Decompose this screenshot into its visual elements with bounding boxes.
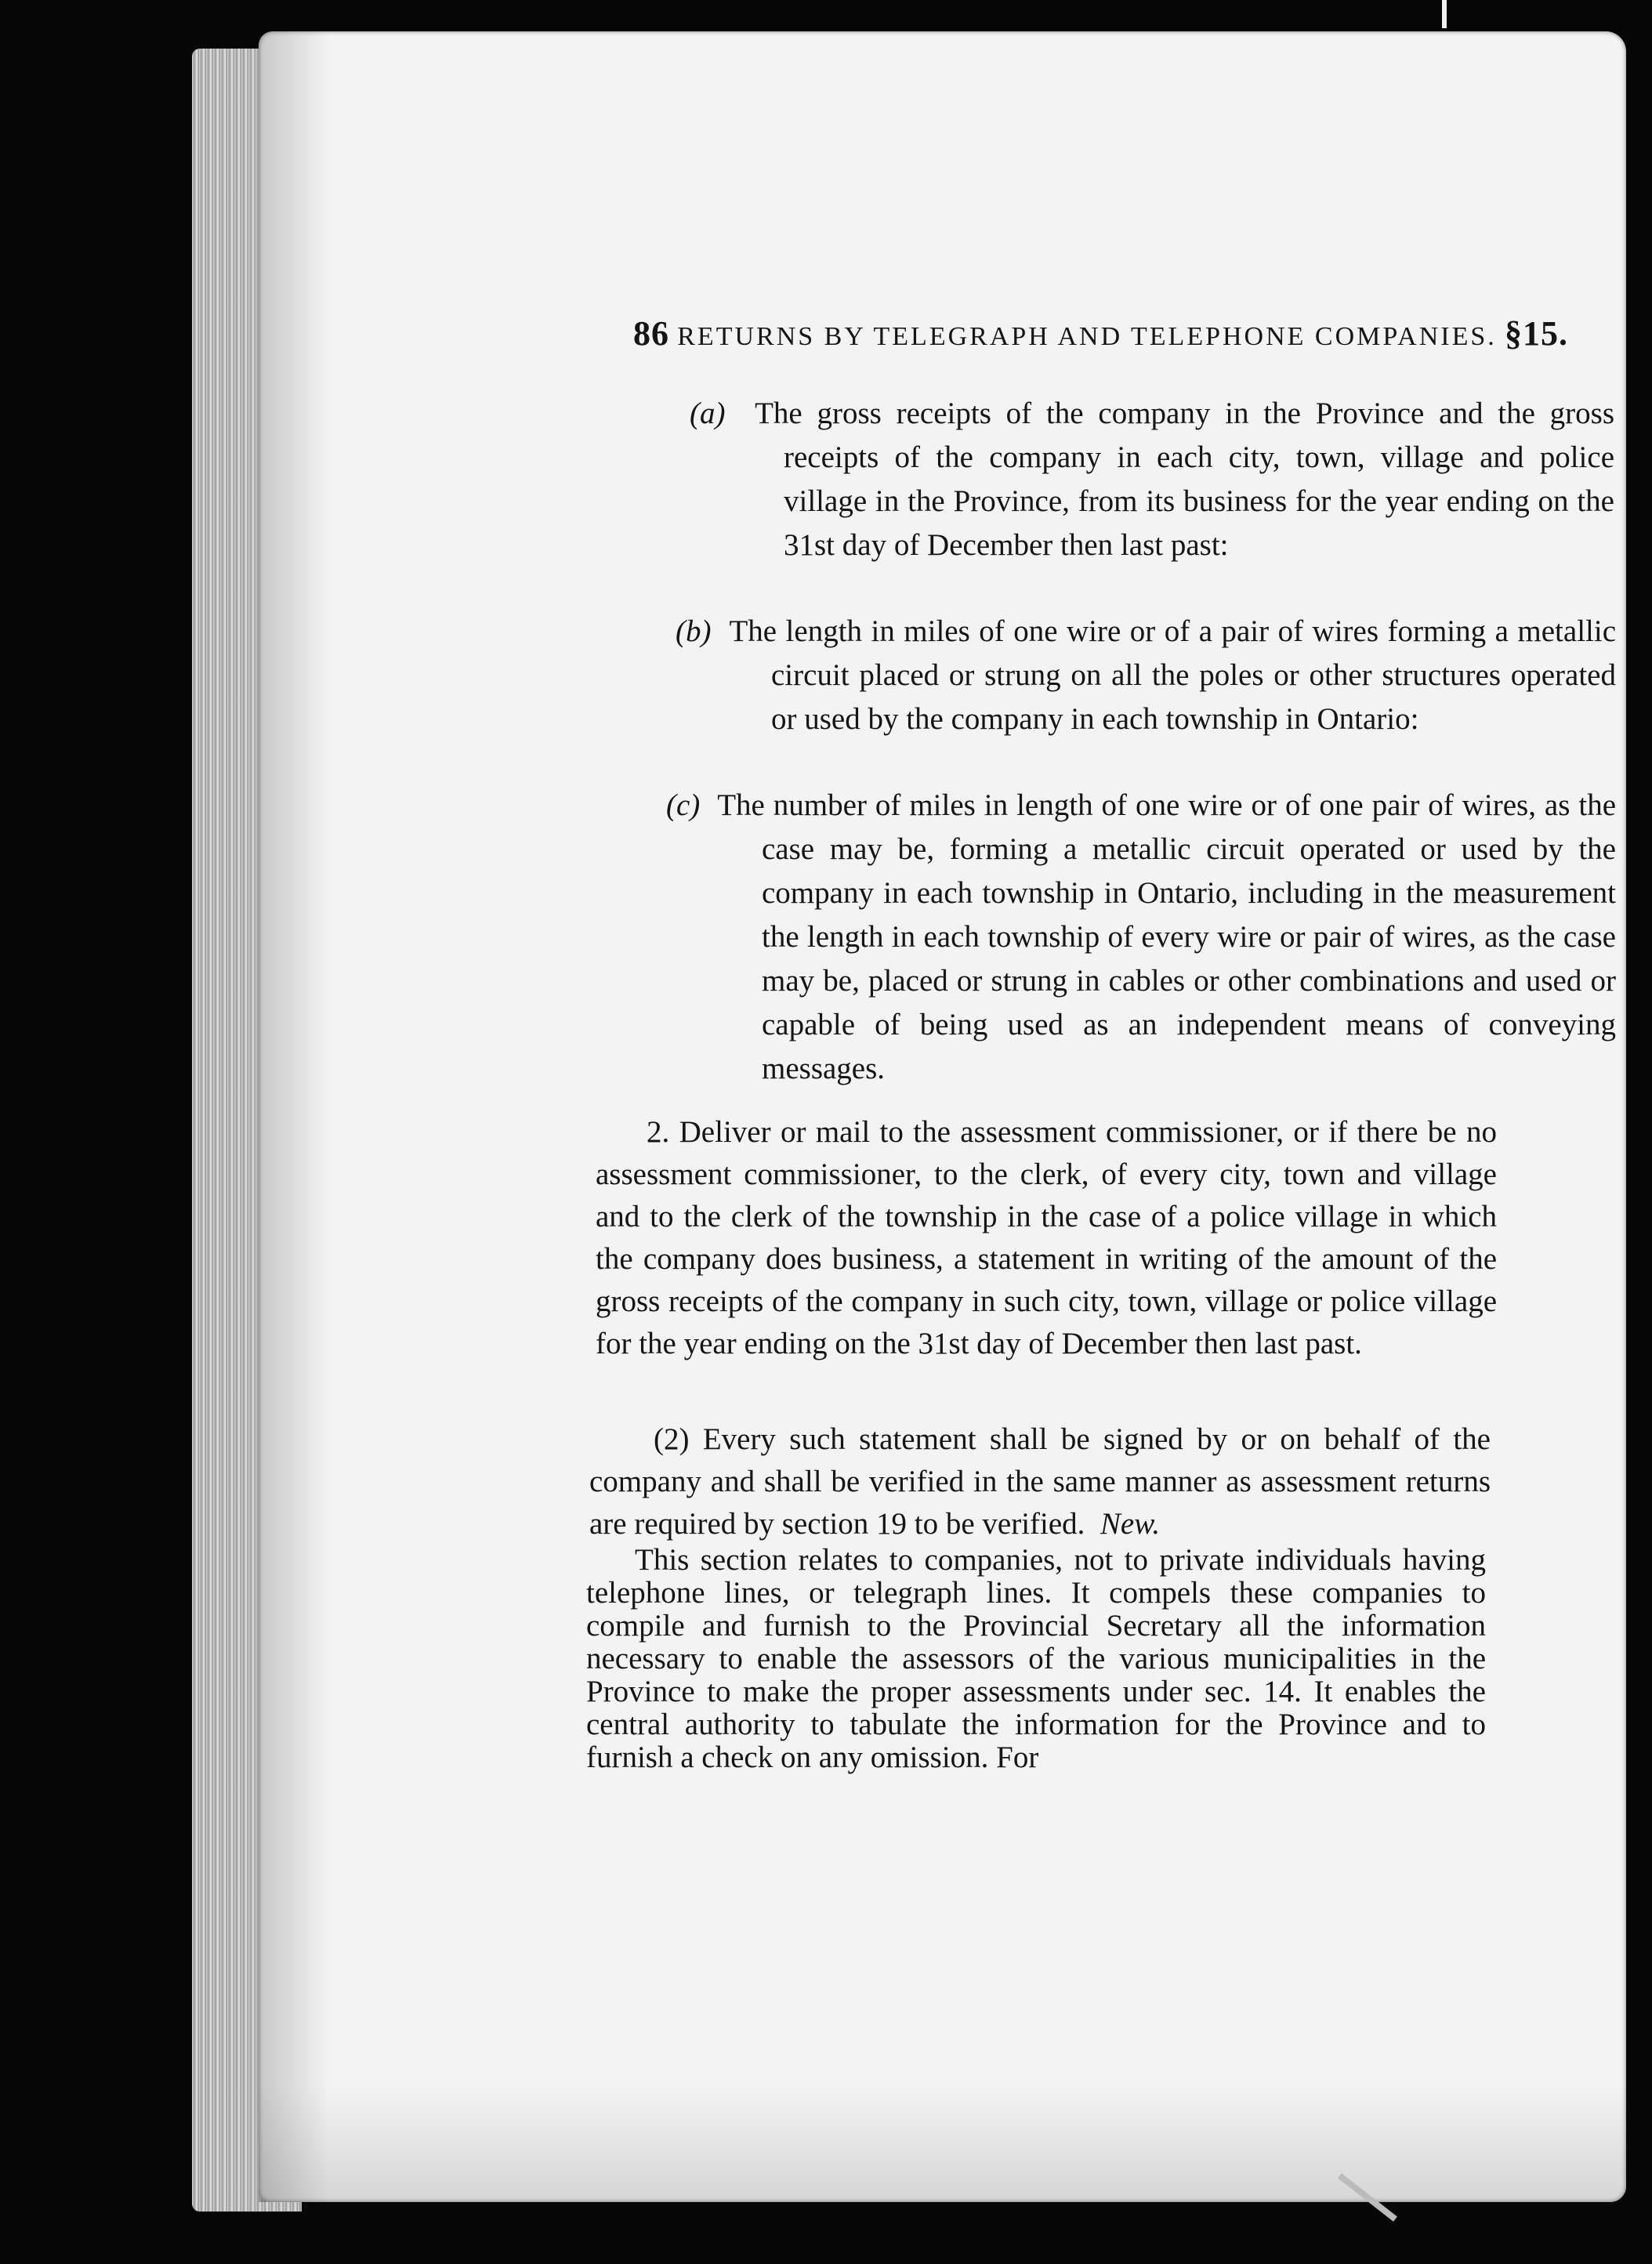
- commentary-note: This section relates to companies, not to private individuals having telephone lines, or telegraph lines. It compels these companies to compile and furnish to the Provincial Secretary all the information necessary to enable the assessors of the various municipalities in the Province to make the proper assessments under sec. 14. It enables the central authority to tabulate the information for the Province and to furnish a check on any omission. For: [586, 1543, 1486, 1774]
- clause-c: [666, 784, 1616, 1091]
- section-number: §15.: [1505, 314, 1569, 353]
- new-marker: New.: [1100, 1507, 1161, 1541]
- clause-b-label: (b): [676, 614, 712, 648]
- clause-a-text: The gross receipts of the company in the Province and the gross receipts of the company in each city, town, village and police village in the Province, from its business for the year ending on the 31st day of December then last past:: [755, 397, 1615, 562]
- subsection-2-2: [589, 1418, 1491, 1545]
- subsection-2: 2. Deliver or mail to the assessment commissioner, or if there be no assessment commissioner, to the clerk, of every city, town and village and to the clerk of the township in the case of a police village in which the company does business, a statement in writing of the amount of the gross receipts of the company in such city, town, village or police village for the year ending on the 31st day of December then last past.: [596, 1115, 1497, 1360]
- clause-a-label: (a): [690, 397, 726, 430]
- subsection-2-2-text: (2) Every such statement shall be signed by or on behalf of the company and shall be verified in the same manner as assessment returns are required by section 19 to be verified.: [589, 1422, 1491, 1541]
- clause-c-label: (c): [666, 788, 701, 822]
- running-head-title: RETURNS BY TELEGRAPH AND TELEPHONE COMPANIES.: [677, 322, 1497, 351]
- running-head: [633, 313, 1569, 353]
- clause-b: [676, 610, 1616, 741]
- clause-c-text: The number of miles in length of one wire or of one pair of wires, as the case may be, forming a metallic circuit operated or used by the company in each township in Ontario, including in the measurement the length in each township of every wire or pair of wires, as the case may be, placed or strung in cables or other combinations and used or capable of being used as an independent means of conveying messages.: [717, 788, 1616, 1085]
- clause-a: [690, 392, 1614, 567]
- clause-b-text: The length in miles of one wire or of a pair of wires forming a metallic circuit placed or strung on all the poles or other structures operated or used by the company in each township in Ontario:: [729, 614, 1617, 736]
- page-number: 86: [633, 314, 669, 353]
